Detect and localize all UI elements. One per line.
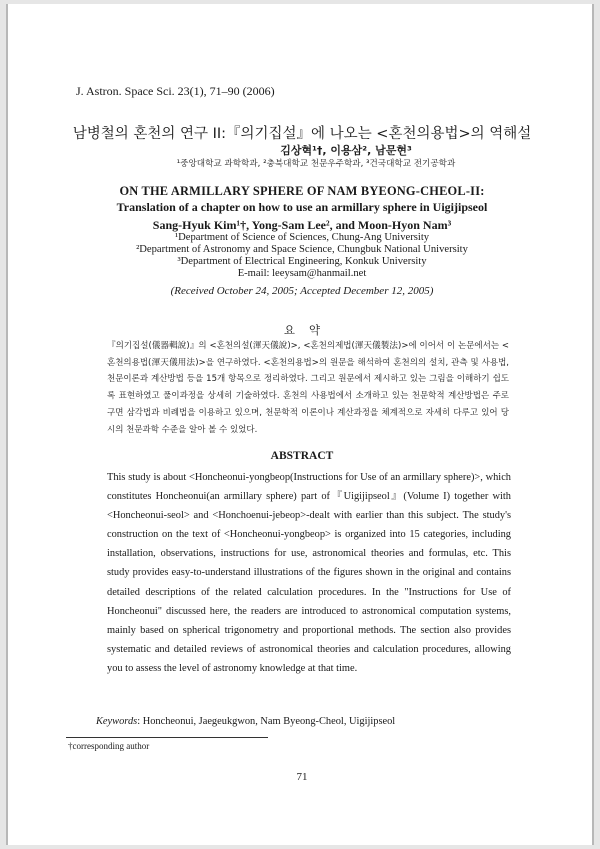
korean-authors: 김상혁¹†, 이용삼², 남문현³: [280, 144, 412, 157]
korean-abstract: 『의기집설(儀器輯說)』의 <혼천의설(渾天儀說)>, <혼천의제법(渾天儀製法)>에 이어서 이 논문에서는 <혼천의용법(渾天儀用法)>을 연구하였다. <혼천의용법>의 원문을 해석하여 혼천의의 설치, 관측 및 사용법, 천문이론과 계산방법 등을 15개 항목으로 정리하였다. 그리고 원문에서 제시하고 있는 그림을 이해하기 쉽도록 표현하였고 풀이과정을 상세히 기술하였다. 혼천의 사용법에서 소개하고 있는 천문학적 계산방법은 주로 구면 삼각법과 비례법을 이용하고 있으며, 천문학적 이론이나 계산과정을 체계적으로 자세히 다루고 있어 당시의 천문과학 수준을 알아 볼 수 있었다.: [107, 341, 509, 435]
english-title: ON THE ARMILLARY SPHERE OF NAM BYEONG-CHEOL-II:: [119, 184, 485, 198]
korean-affiliations: ¹중앙대학교 과학학과, ²충북대학교 천문우주학과, ³건국대학교 전기공학과: [176, 159, 456, 169]
affiliation-3: ³Department of Electrical Engineering, Konkuk University: [177, 256, 427, 267]
abstract-heading: ABSTRACT: [270, 450, 334, 462]
affiliation-2: ²Department of Astronomy and Space Science, Chungbuk National University: [136, 244, 468, 255]
page-number: 71: [296, 771, 308, 783]
contact-email: E-mail: leeysam@hanmail.net: [237, 268, 367, 279]
journal-reference: J. Astron. Space Sci. 23(1), 71–90 (2006): [76, 84, 275, 98]
english-authors: Sang-Hyuk Kim¹†, Yong-Sam Lee², and Moon-Hyon Nam³: [152, 218, 452, 232]
paper-page: [6, 4, 594, 845]
keywords-line: Keywords: Honcheonui, Jaegeukgwon, Nam Byeong-Cheol, Uigijipseol: [96, 716, 396, 727]
keywords-label: Keywords: [96, 716, 138, 727]
received-dates: (Received October 24, 2005; Accepted December 12, 2005): [170, 285, 434, 297]
footnote-rule: [66, 737, 268, 738]
english-subtitle: Translation of a chapter on how to use an armillary sphere in Uigijipseol: [116, 200, 488, 214]
keywords-text: Honcheonui, Jaegeukgwon, Nam Byeong-Cheol, Uigijipseol: [142, 716, 396, 727]
affiliation-1: ¹Department of Science of Sciences, Chung-Ang University: [174, 232, 430, 243]
korean-title: 남병철의 혼천의 연구 II:『의기집설』에 나오는 <혼천의용법>의 역해설: [72, 126, 532, 142]
footnote: †corresponding author: [68, 741, 150, 751]
english-abstract: This study is about <Honcheonui-yongbeop(Instructions for Use of an armillary sphere)>, which constitutes Honcheonui(an armillary sphere) part of『Uigijipseol』(Volume I) together with <Honcheonui-seol> and <Honchoenui-jebeop>-dealt with earlier than this subject. The study's construction on the text of <Honcheonui-yongbeop> is organized into 15 categories, including installation, observations, instructions for use, astronomical theories and formulas, etc. This study provides easy-to-understand illustrations of the figures shown in the original and contains detailed descriptions of the related calculation procedures. In the "Instructions for Use of Honcheonui" discussed here, the readers are introduced to astronomical computation systems, mainly based on spherical trigonometry and proportional methods. The section also provides systematic and detailed reviews of astronomical theories and calculation procedures, allowing you to assess the level of astronomy knowledge at that time.: [107, 472, 511, 674]
korean-abstract-heading: 요약: [283, 323, 335, 337]
